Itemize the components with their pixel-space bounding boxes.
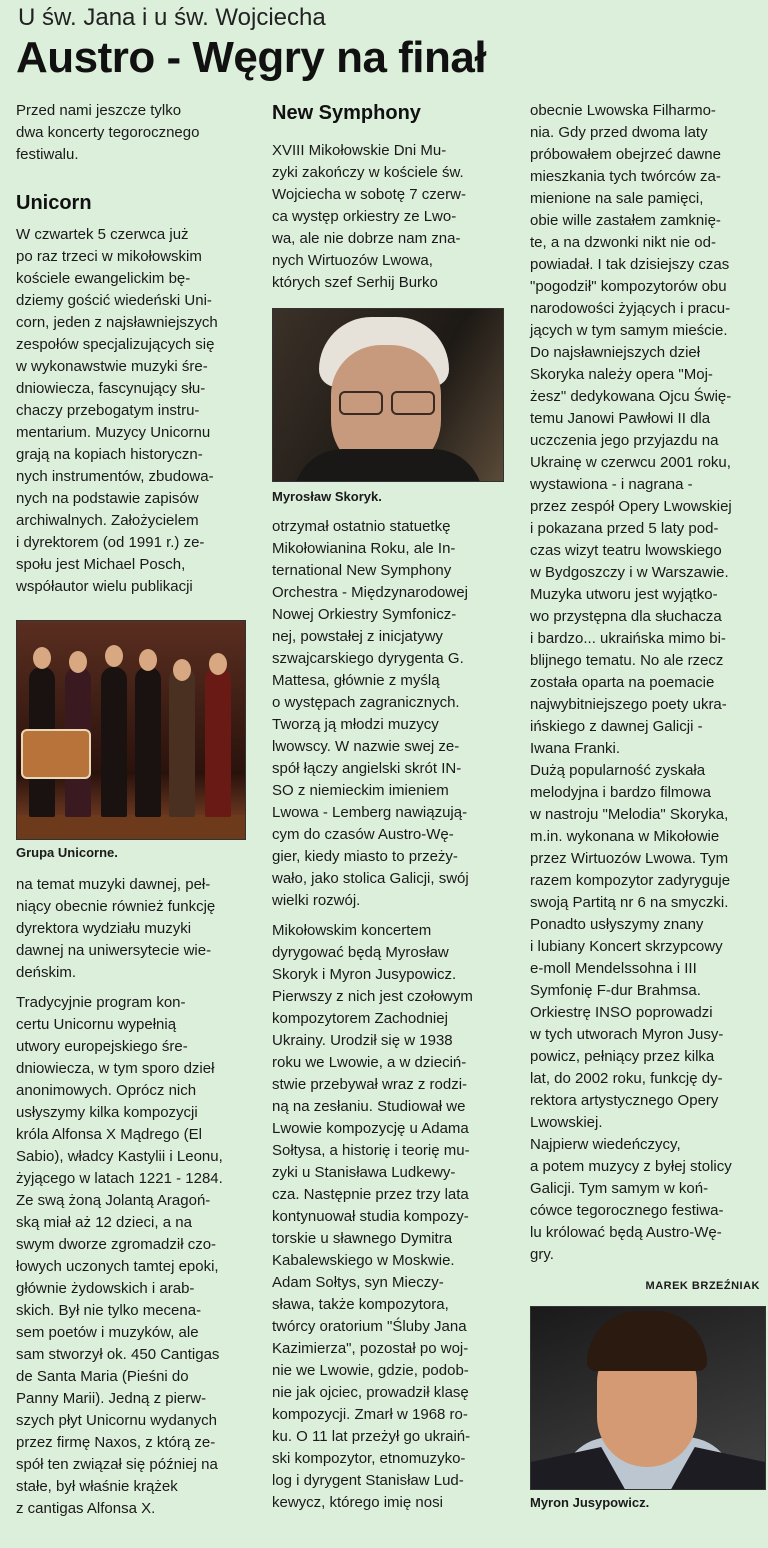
subhead-new-symphony: New Symphony [272, 102, 421, 124]
article-kicker: U św. Jana i u św. Wojciecha [18, 4, 326, 31]
paragraph: na temat muzyki dawnej, peł- niący obecnie również funkcję dyrektora wydziału muzyki dawnej na uniwersytecie wie- deńskim. [16, 876, 216, 981]
photo-caption: Myron Jusypowicz. [530, 1495, 650, 1510]
skoryk-photo [272, 308, 504, 482]
photo-caption: Grupa Unicorne. [16, 845, 118, 860]
paragraph: Najpierw wiedeńczycy, a potem muzycy z byłej stolicy Galicji. Tym samym w koń- cówce tegorocznego festiwa- lu królować będą Austro-Wę- gry. [530, 1136, 732, 1263]
paragraph: Adam Sołtys, syn Mieczy- sława, także kompozytora, twórcy oratorium "Śluby Jana Kazimierza", pozostał po woj- nie we Lwowie, gdzie, podob- nie jak ojciec, prowadził klasę kompozycji. Zmarł w 1968 ro- ku. O 11 lat przeżył go ukraiń- ski kompozytor, etnomuzyko- log i dyrygent Stanisław Lud- kewycz, którego imię nosi [272, 1274, 471, 1511]
paragraph: Do najsławniejszych dzieł Skoryka należy opera "Moj- żesz" dedykowana Ojcu Świę- temu Janowi Pawłowi II dla uczczenia jego przyjazdu na Ukrainę w czerwcu 2001 roku, wystawiona - i nagrana - przez zespół Opery Lwowskiej i pokazana przed 5 laty pod- czas wizyt teatru lwowskiego w Bydgoszczy i w Warszawie. Muzyka utworu jest wyjątko- wo przystępna dla słuchacza i bardzo... ukraińska mimo bi- blijnego tematu. No ale rzecz została oparta na poemacie najwybitniejszego poety ukra- ińskiego z dawnej Galicji - Iwana Franki. [530, 344, 732, 757]
unicorn-group-photo [16, 620, 246, 840]
paragraph: Tradycyjnie program kon- certu Unicornu wypełnią utwory europejskiego śre- dniowiecza, w tym sporo dzieł anonimowych. Oprócz nich usłyszymy kilka kompozycji króla Alfonsa X Mądrego (El Sabio), władcy Kastylii i Leonu, żyjącego w latach 1221 - 1284. Ze swą żoną Jolantą Aragoń- ską miał aż 12 dzieci, a na swym dworze zgromadził czo- łowych uczonych tamtej epoki, głównie żydowskich i arab- skich. Był nie tylko mecena- sem poetów i muzyków, ale sam stworzył ok. 450 Cantigas de Santa Maria (Pieśni do Panny Marii). Jedną z pierw- szych płyt Unicornu wydanych przez firmę Naxos, z którą ze- spół ten związał się później na stałe, był właśnie krążek z cantigas Alfonsa X. [16, 994, 223, 1517]
author-byline: MAREK BRZEŹNIAK [645, 1280, 760, 1292]
column-3 [530, 100, 760, 1512]
article-headline: Austro - Węgry na finał [16, 33, 487, 82]
column-1 [16, 100, 248, 1520]
subhead-unicorn: Unicorn [16, 192, 92, 214]
paragraph: Mikołowskim koncertem dyrygować będą Myrosław Skoryk i Myron Jusypowicz. Pierwszy z nich jest czołowym kompozytorem Zachodniej Ukrainy. Urodził się w 1938 roku we Lwowie, a w dzieciń- stwie przebywał wraz z rodzi- ną na zesłaniu. Studiował we Lwowie kompozycję u Adama Sołtysa, a historię i teorię mu- zyki u Stanisława Ludkewy- cza. Następnie przez trzy lata kontynuował studia kompozy- torskie u sławnego Dymitra Kabalewskiego w Moskwie. [272, 922, 473, 1269]
jusypowicz-photo [530, 1306, 766, 1490]
photo-caption: Myrosław Skoryk. [272, 489, 382, 504]
paragraph: obecnie Lwowska Filharmo- nia. Gdy przed dwoma laty próbowałem obejrzeć dawne mieszkania tych twórców za- mienione na sale pamięci, obie wille zastałem zamknię- te, a na dzwonki nikt nie od- powiadał. I tak dzisiejszy czas "pogodził" kompozytorów obu narodowości żyjących i pracu- jących w tym samym mieście. [530, 102, 731, 339]
paragraph: W czwartek 5 czerwca już po raz trzeci w mikołowskim kościele ewangelickim bę- dziemy gościć wiedeński Uni- corn, jeden z najsławniejszych zespołów specjalizujących się w wykonawstwie muzyki śre- dniowiecza, fascynujący słu- chaczy przebogatym instru- mentarium. Muzycy Unicornu grają na kopiach historyczn- nych instrumentów, zbudowa- nych na podstawie zapisów archiwalnych. Założycielem i dyrektorem (od 1991 r.) ze- społu jest Michael Posch, współautor wielu publikacji [16, 226, 218, 595]
paragraph: Ponadto usłyszymy znany i lubiany Koncert skrzypcowy e-moll Mendelssohna i III Symfonię F-dur Brahmsa. Orkiestrę INSO poprowadzi w tych utworach Myron Jusy- powicz, pełniący przez kilka lat, do 2002 roku, funkcję dy- rektora artystycznego Opery Lwowskiej. [530, 916, 724, 1131]
paragraph: Dużą popularność zyskała melodyjna i bardzo filmowa w nastroju "Melodia" Skoryka, m.in. wykonana w Mikołowie przez Wirtuozów Lwowa. Tym razem kompozytor zadyryguje swoją Partitą nr 6 na smyczki. [530, 762, 731, 911]
intro-paragraph: Przed nami jeszcze tylko dwa koncerty tegorocznego festiwalu. [16, 102, 200, 163]
column-2 [272, 100, 504, 1514]
paragraph: otrzymał ostatnio statuetkę Mikołowianina Roku, ale In- ternational New Symphony Orchestra - Międzynarodowej Nowej Orkiestry Symfonicz- nej, powstałej z inicjatywy szwajcarskiego dyrygenta G. Mattesa, głównie z myślą o występach zagranicznych. Tworzą ją młodzi muzycy lwowscy. W nazwie swej ze- spół łączy angielski skrót IN- SO z niemieckim imieniem Lwowa - Lemberg nawiązują- cym do czasów Austro-Wę- gier, kiedy miasto to przeży- wało, jako stolica Galicji, swój wielki rozwój. [272, 518, 469, 909]
paragraph: XVIII Mikołowskie Dni Mu- zyki zakończy w kościele św. Wojciecha w sobotę 7 czerw- ca występ orkiestry ze Lwo- wa, ale nie dobrze nam zna- nych Wirtuozów Lwowa, których szef Serhij Burko [272, 142, 466, 291]
